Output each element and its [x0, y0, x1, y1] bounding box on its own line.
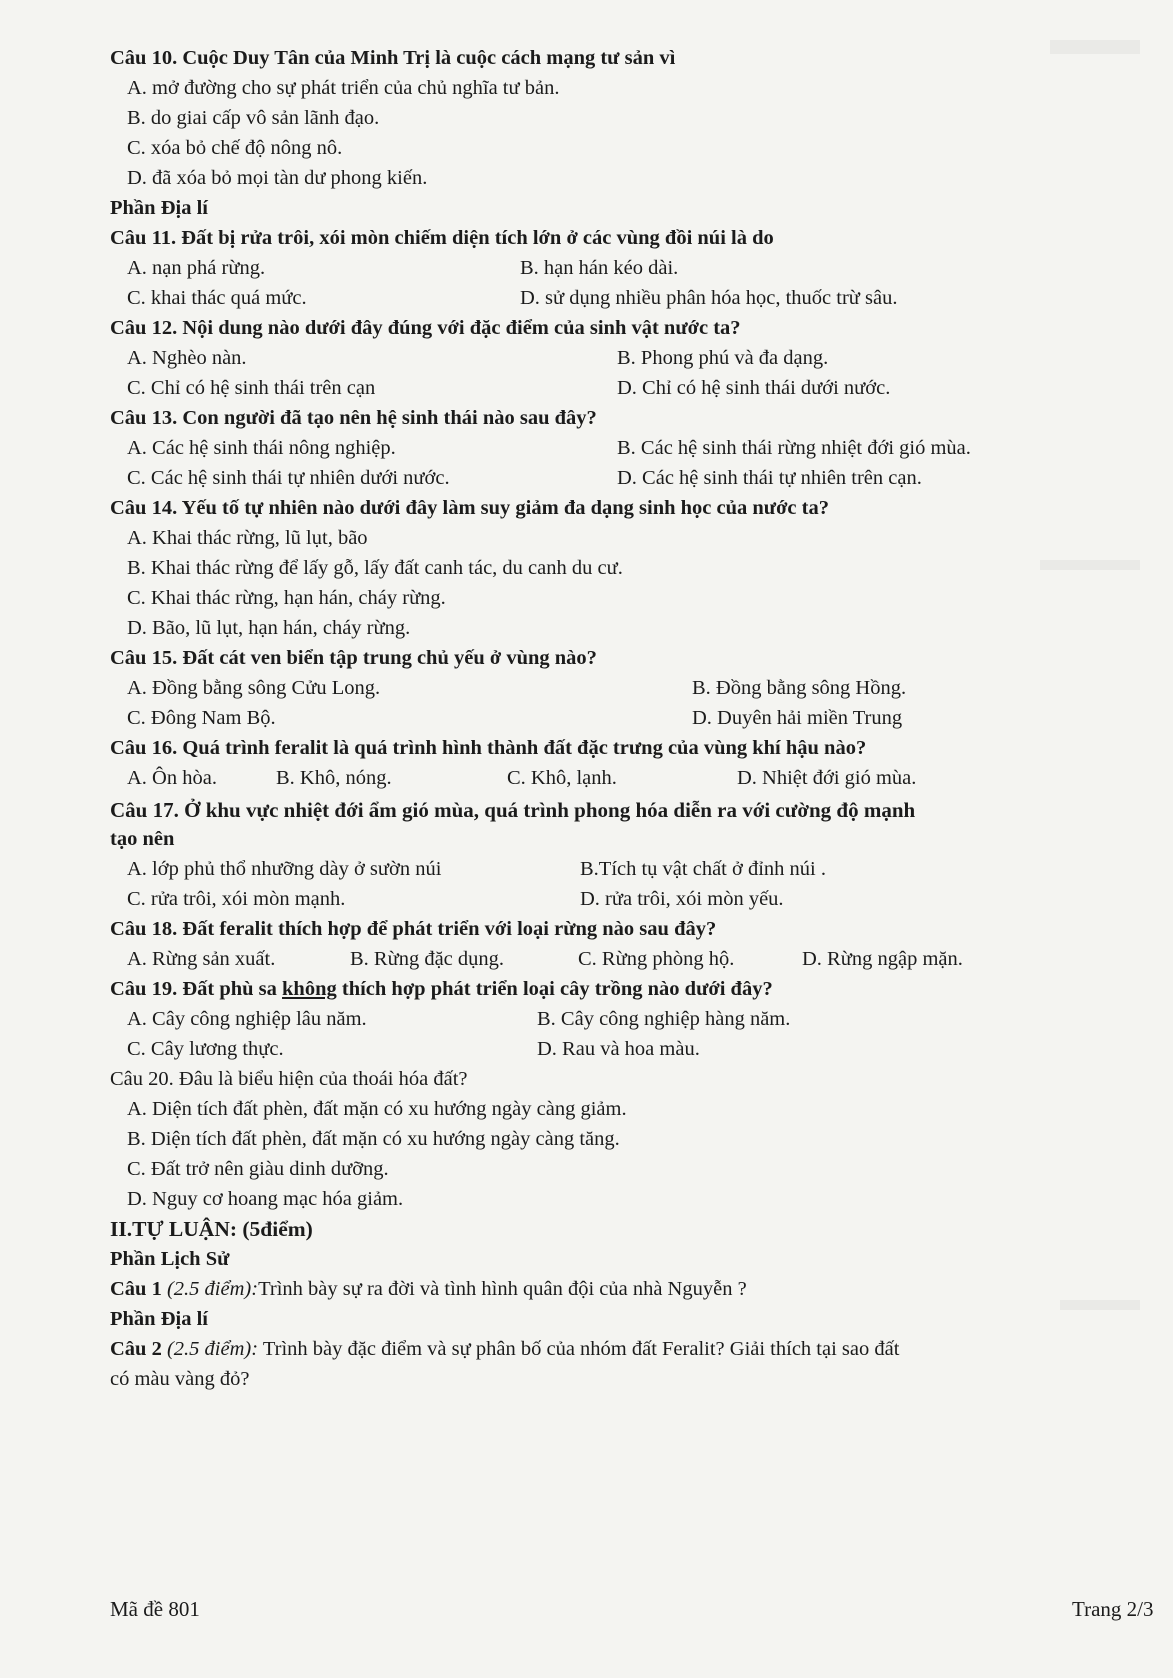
question-11-stem: Câu 11. Đất bị rửa trôi, xói mòn chiếm diện tích lớn ở các vùng đồi núi là do	[110, 227, 774, 249]
option: C. Khô, lạnh.	[507, 767, 617, 789]
option: A. Ôn hòa.	[127, 767, 217, 789]
bleed-through-mark	[1040, 560, 1140, 570]
option: A. nạn phá rừng.	[127, 257, 266, 279]
option: A. Khai thác rừng, lũ lụt, bão	[127, 527, 368, 549]
section-heading-geography: Phần Địa lí	[110, 197, 208, 219]
page-number: Trang 2/3	[1072, 1597, 1154, 1621]
option: A. Nghèo nàn.	[127, 347, 247, 369]
option: B. Các hệ sinh thái rừng nhiệt đới gió mùa.	[617, 437, 971, 459]
question-20-stem: Câu 20. Đâu là biểu hiện của thoái hóa đất?	[110, 1068, 468, 1090]
option: A. Các hệ sinh thái nông nghiệp.	[127, 437, 396, 459]
option: B. Cây công nghiệp hàng năm.	[537, 1008, 791, 1030]
option: D. sử dụng nhiều phân hóa học, thuốc trừ sâu.	[520, 287, 898, 309]
question-18-stem: Câu 18. Đất feralit thích hợp để phát triển với loại rừng nào sau đây?	[110, 918, 717, 940]
option: B.Tích tụ vật chất ở đỉnh núi .	[580, 858, 826, 880]
option: A. Diện tích đất phèn, đất mặn có xu hướng ngày càng giảm.	[127, 1098, 627, 1120]
section-heading-geography-essay: Phần Địa lí	[110, 1308, 208, 1330]
question-13-stem: Câu 13. Con người đã tạo nên hệ sinh thái nào sau đây?	[110, 407, 597, 429]
option: A. Rừng sản xuất.	[127, 948, 276, 970]
question-12-stem: Câu 12. Nội dung nào dưới đây đúng với đặc điểm của sinh vật nước ta?	[110, 317, 741, 339]
underlined-word: không	[282, 978, 337, 1000]
section-heading-history: Phần Lịch Sử	[110, 1248, 230, 1270]
question-16-stem: Câu 16. Quá trình feralit là quá trình hình thành đất đặc trưng của vùng khí hậu nào?	[110, 737, 867, 759]
question-17-stem: Câu 17. Ở khu vực nhiệt đới ẩm gió mùa, quá trình phong hóa diễn ra với cường độ mạnh	[110, 798, 916, 822]
bleed-through-mark	[1050, 40, 1140, 54]
option: B. Rừng đặc dụng.	[350, 948, 505, 970]
option: D. Bão, lũ lụt, hạn hán, cháy rừng.	[127, 617, 411, 639]
option: D. rửa trôi, xói mòn yếu.	[580, 888, 784, 910]
option: C. Đông Nam Bộ.	[127, 707, 276, 729]
essay-question-2-cont: có màu vàng đỏ?	[110, 1368, 250, 1390]
option: B. do giai cấp vô sản lãnh đạo.	[127, 107, 380, 129]
option: C. Rừng phòng hộ.	[578, 948, 735, 970]
option: D. Nguy cơ hoang mạc hóa giảm.	[127, 1188, 404, 1210]
option: C. Các hệ sinh thái tự nhiên dưới nước.	[127, 467, 450, 489]
option: A. lớp phủ thổ nhưỡng dày ở sườn núi	[127, 858, 442, 880]
option: D. Nhiệt đới gió mùa.	[737, 767, 917, 789]
option: C. Khai thác rừng, hạn hán, cháy rừng.	[127, 587, 446, 609]
bleed-through-mark	[1060, 1300, 1140, 1310]
option: B. Khai thác rừng để lấy gỗ, lấy đất canh tác, du canh du cư.	[127, 557, 623, 579]
question-15-stem: Câu 15. Đất cát ven biển tập trung chủ yếu ở vùng nào?	[110, 647, 597, 669]
option: C. rửa trôi, xói mòn mạnh.	[127, 888, 346, 910]
option: C. Cây lương thực.	[127, 1038, 284, 1060]
option: D. Chỉ có hệ sinh thái dưới nước.	[617, 377, 891, 399]
option: A. Cây công nghiệp lâu năm.	[127, 1008, 367, 1030]
question-10-stem: Câu 10. Cuộc Duy Tân của Minh Trị là cuộc cách mạng tư sản vì	[110, 47, 676, 69]
essay-question-1: Câu 1 (2.5 điểm):Trình bày sự ra đời và tình hình quân đội của nhà Nguyễn ?	[110, 1278, 747, 1300]
essay-heading: II.TỰ LUẬN: (5điểm)	[110, 1217, 313, 1241]
option: C. khai thác quá mức.	[127, 287, 307, 309]
option: B. Khô, nóng.	[276, 767, 392, 789]
option: D. đã xóa bỏ mọi tàn dư phong kiến.	[127, 167, 428, 189]
option: D. Rau và hoa màu.	[537, 1038, 700, 1060]
option: A. mở đường cho sự phát triển của chủ nghĩa tư bản.	[127, 77, 560, 99]
exam-code: Mã đề 801	[110, 1597, 200, 1621]
option: B. Diện tích đất phèn, đất mặn có xu hướng ngày càng tăng.	[127, 1128, 620, 1150]
option: C. xóa bỏ chế độ nông nô.	[127, 137, 343, 159]
option: D. Các hệ sinh thái tự nhiên trên cạn.	[617, 467, 922, 489]
option: D. Duyên hải miền Trung	[692, 707, 903, 729]
option: C. Chỉ có hệ sinh thái trên cạn	[127, 377, 376, 399]
option: C. Đất trở nên giàu dinh dưỡng.	[127, 1158, 389, 1180]
option: A. Đồng bằng sông Cửu Long.	[127, 677, 381, 699]
essay-question-2: Câu 2 (2.5 điểm): Trình bày đặc điểm và sự phân bố của nhóm đất Feralit? Giải thích tại sao đất	[110, 1338, 900, 1360]
question-19-stem: Câu 19. Đất phù sa không thích hợp phát triển loại cây trồng nào dưới đây?	[110, 978, 773, 1000]
option: B. hạn hán kéo dài.	[520, 257, 679, 279]
question-14-stem: Câu 14. Yếu tố tự nhiên nào dưới đây làm suy giảm đa dạng sinh học của nước ta?	[110, 497, 829, 519]
option: B. Đồng bằng sông Hồng.	[692, 677, 907, 699]
option: B. Phong phú và đa dạng.	[617, 347, 829, 369]
option: D. Rừng ngập mặn.	[802, 948, 963, 970]
question-17-stem-cont: tạo nên	[110, 828, 175, 850]
